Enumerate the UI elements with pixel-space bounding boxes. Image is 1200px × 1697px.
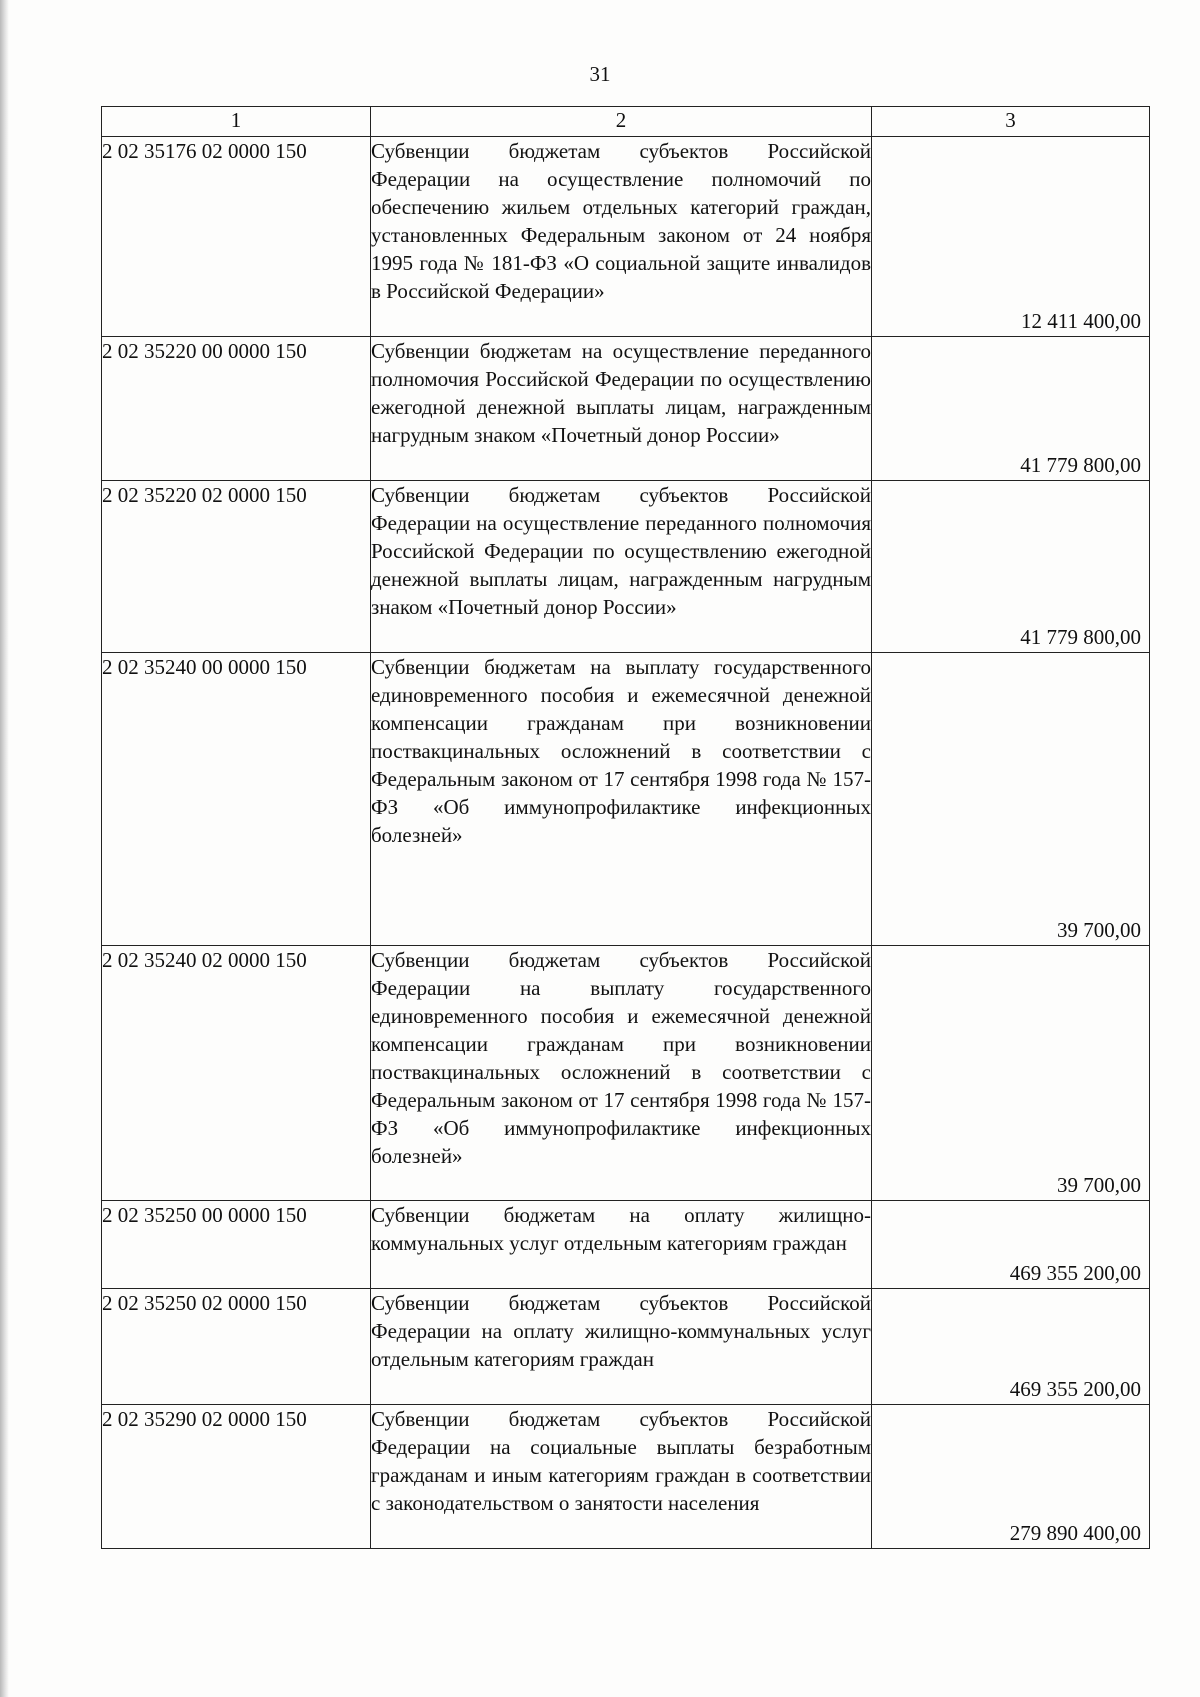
budget-code: 2 02 35250 00 0000 150 bbox=[102, 1201, 371, 1289]
table-header-row bbox=[102, 107, 1150, 137]
row-amount: 39 700,00 bbox=[872, 653, 1150, 946]
budget-code: 2 02 35220 02 0000 150 bbox=[102, 481, 371, 653]
budget-code: 2 02 35176 02 0000 150 bbox=[102, 137, 371, 337]
budget-table bbox=[101, 106, 1150, 1549]
row-description: Субвенции бюджетам на осуществление переданного полномочия Российской Федерации по осуществлению ежегодной денежной выплаты лицам, награжденным нагрудным знаком «Почетный донор России» bbox=[371, 337, 872, 481]
table-row bbox=[102, 337, 1150, 481]
row-amount: 41 779 800,00 bbox=[872, 337, 1150, 481]
budget-code: 2 02 35240 02 0000 150 bbox=[102, 946, 371, 1201]
row-amount: 41 779 800,00 bbox=[872, 481, 1150, 653]
row-description: Субвенции бюджетам субъектов Российской Федерации на осуществление переданного полномочия Российской Федерации по осуществлению ежегодной денежной выплаты лицам, награжденным нагрудным знаком «Почетный донор России» bbox=[371, 481, 872, 653]
row-description: Субвенции бюджетам субъектов Российской Федерации на оплату жилищно-коммунальных услуг отдельным категориям граждан bbox=[371, 1289, 872, 1405]
scan-edge bbox=[0, 0, 9, 1697]
page-number: 31 bbox=[589, 62, 611, 86]
table-row bbox=[102, 481, 1150, 653]
row-amount: 39 700,00 bbox=[872, 946, 1150, 1201]
column-header: 3 bbox=[872, 107, 1150, 137]
row-amount: 469 355 200,00 bbox=[872, 1289, 1150, 1405]
table-row bbox=[102, 137, 1150, 337]
row-description: Субвенции бюджетам на оплату жилищно-коммунальных услуг отдельным категориям граждан bbox=[371, 1201, 872, 1289]
table-row bbox=[102, 1405, 1150, 1549]
column-header: 2 bbox=[371, 107, 872, 137]
row-description: Субвенции бюджетам субъектов Российской Федерации на выплату государственного единовременного пособия и ежемесячной денежной компенсации гражданам при возникновении поствакцинальных осложнений в соответствии с Федеральным законом от 17 сентября 1998 года № 157-ФЗ «Об иммунопрофилактике инфекционных болезней» bbox=[371, 946, 872, 1201]
column-header: 1 bbox=[102, 107, 371, 137]
budget-code: 2 02 35290 02 0000 150 bbox=[102, 1405, 371, 1549]
row-amount: 469 355 200,00 bbox=[872, 1201, 1150, 1289]
row-amount: 12 411 400,00 bbox=[872, 137, 1150, 337]
row-amount: 279 890 400,00 bbox=[872, 1405, 1150, 1549]
table-row bbox=[102, 946, 1150, 1201]
budget-code: 2 02 35250 02 0000 150 bbox=[102, 1289, 371, 1405]
table-row bbox=[102, 1289, 1150, 1405]
row-description: Субвенции бюджетам субъектов Российской Федерации на осуществление полномочий по обеспечению жильем отдельных категорий граждан, установленных Федеральным законом от 24 ноября 1995 года № 181-ФЗ «О социальной защите инвалидов в Российской Федерации» bbox=[371, 137, 872, 337]
budget-code: 2 02 35240 00 0000 150 bbox=[102, 653, 371, 946]
row-description: Субвенции бюджетам субъектов Российской Федерации на социальные выплаты безработным гражданам и иным категориям граждан в соответствии с законодательством о занятости населения bbox=[371, 1405, 872, 1549]
budget-code: 2 02 35220 00 0000 150 bbox=[102, 337, 371, 481]
table-row bbox=[102, 1201, 1150, 1289]
table-row bbox=[102, 653, 1150, 946]
row-description: Субвенции бюджетам на выплату государственного единовременного пособия и ежемесячной денежной компенсации гражданам при возникновении поствакцинальных осложнений в соответствии с Федеральным законом от 17 сентября 1998 года № 157-ФЗ «Об иммунопрофилактике инфекционных болезней» bbox=[371, 653, 872, 946]
